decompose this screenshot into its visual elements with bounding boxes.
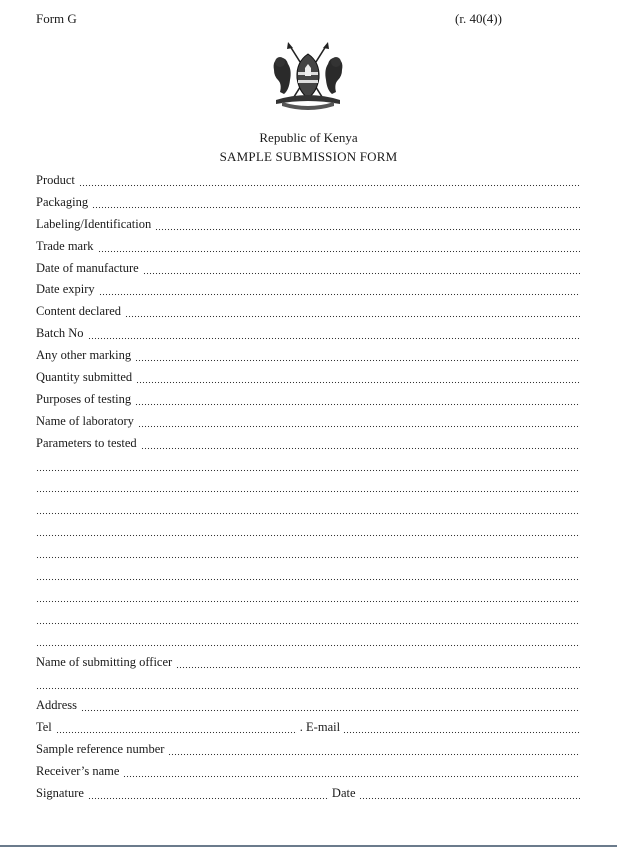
address-field[interactable] bbox=[81, 695, 580, 717]
purposes-of-testing-label: Purposes of testing bbox=[36, 391, 132, 406]
tel-label: Tel bbox=[36, 720, 52, 735]
sample-reference-number-label: Sample reference number bbox=[36, 742, 165, 757]
quantity-submitted-field[interactable] bbox=[136, 367, 580, 389]
parameters-continuation-line[interactable] bbox=[36, 542, 580, 564]
blank-line bbox=[36, 455, 580, 477]
any-other-marking-field[interactable] bbox=[135, 345, 580, 367]
field-batch-no bbox=[36, 323, 580, 345]
address-label: Address bbox=[36, 698, 77, 713]
field-date-expiry bbox=[36, 279, 580, 301]
field-receivers-name bbox=[36, 761, 580, 783]
content-declared-field[interactable] bbox=[125, 301, 580, 323]
field-labeling bbox=[36, 214, 580, 236]
product-label: Product bbox=[36, 173, 75, 187]
blank-line bbox=[36, 498, 580, 520]
page-bottom-border bbox=[0, 845, 617, 847]
blank-line bbox=[36, 520, 580, 542]
name-of-submitting-officer-field[interactable] bbox=[176, 652, 580, 674]
parameters-to-tested-field[interactable] bbox=[141, 433, 580, 455]
parameters-to-tested-label: Parameters to tested bbox=[36, 435, 137, 450]
labeling-field[interactable] bbox=[155, 214, 580, 236]
parameters-continuation-line[interactable] bbox=[36, 586, 580, 608]
field-content-declared bbox=[36, 301, 580, 323]
officer-continuation-line[interactable] bbox=[36, 673, 580, 695]
regulation-reference: (r. 40(4)) bbox=[455, 11, 502, 26]
product-field[interactable] bbox=[79, 170, 580, 192]
field-purposes-of-testing bbox=[36, 389, 580, 411]
field-date-of-manufacture bbox=[36, 258, 580, 280]
blank-line bbox=[36, 630, 580, 652]
quantity-submitted-label: Quantity submitted bbox=[36, 370, 133, 385]
parameters-continuation-line[interactable] bbox=[36, 476, 580, 498]
parameters-continuation-line[interactable] bbox=[36, 455, 580, 477]
form-title: SAMPLE SUBMISSION FORM bbox=[219, 149, 398, 164]
parameters-continuation-line[interactable] bbox=[36, 520, 580, 542]
parameters-continuation-line[interactable] bbox=[36, 608, 580, 630]
date-expiry-field[interactable] bbox=[99, 279, 580, 301]
field-address bbox=[36, 695, 580, 717]
content-declared-label: Content declared bbox=[36, 304, 122, 319]
trade-mark-label: Trade mark bbox=[36, 238, 94, 253]
date-of-manufacture-label: Date of manufacture bbox=[36, 260, 139, 275]
parameters-continuation-line[interactable] bbox=[36, 564, 580, 586]
batch-no-label: Batch No bbox=[36, 326, 84, 341]
blank-line bbox=[36, 673, 580, 695]
signature-label: Signature bbox=[36, 785, 84, 800]
sample-reference-number-field[interactable] bbox=[168, 739, 580, 761]
date-expiry-label: Date expiry bbox=[36, 282, 95, 297]
field-any-other-marking bbox=[36, 345, 580, 367]
blank-line bbox=[36, 564, 580, 586]
parameters-continuation-line[interactable] bbox=[36, 630, 580, 652]
field-name-of-submitting-officer bbox=[36, 652, 580, 674]
kenya-coat-of-arms-icon bbox=[268, 40, 348, 110]
name-of-laboratory-label: Name of laboratory bbox=[36, 413, 134, 428]
tel-field[interactable] bbox=[56, 717, 297, 739]
email-label: . E-mail bbox=[299, 720, 341, 735]
packaging-field[interactable] bbox=[92, 192, 580, 214]
field-quantity-submitted bbox=[36, 367, 580, 389]
form-id: Form G bbox=[36, 11, 77, 26]
field-product bbox=[36, 170, 580, 192]
date-field[interactable] bbox=[359, 783, 580, 805]
trade-mark-field[interactable] bbox=[98, 236, 580, 258]
blank-line bbox=[36, 608, 580, 630]
name-of-laboratory-field[interactable] bbox=[138, 411, 580, 433]
receivers-name-field[interactable] bbox=[123, 761, 580, 783]
date-label: Date bbox=[331, 785, 356, 800]
form-fields bbox=[36, 170, 580, 805]
field-name-of-laboratory bbox=[36, 411, 580, 433]
field-tel-email bbox=[36, 717, 580, 739]
blank-line bbox=[36, 542, 580, 564]
field-sample-reference-number bbox=[36, 739, 580, 761]
name-of-submitting-officer-label: Name of submitting officer bbox=[36, 654, 173, 669]
packaging-label: Packaging bbox=[36, 194, 89, 209]
field-trade-mark bbox=[36, 236, 580, 258]
batch-no-field[interactable] bbox=[88, 323, 580, 345]
any-other-marking-label: Any other marking bbox=[36, 348, 132, 363]
blank-line bbox=[36, 586, 580, 608]
date-of-manufacture-field[interactable] bbox=[143, 258, 580, 280]
blank-line bbox=[36, 476, 580, 498]
field-parameters-to-tested bbox=[36, 433, 580, 455]
labeling-label: Labeling/Identification bbox=[36, 216, 152, 231]
signature-field[interactable] bbox=[88, 783, 329, 805]
parameters-continuation-line[interactable] bbox=[36, 498, 580, 520]
field-signature-date bbox=[36, 783, 580, 805]
country-name: Republic of Kenya bbox=[259, 130, 358, 145]
field-packaging bbox=[36, 192, 580, 214]
email-field[interactable] bbox=[343, 717, 580, 739]
purposes-of-testing-field[interactable] bbox=[135, 389, 580, 411]
receivers-name-label: Receiver’s name bbox=[36, 764, 120, 779]
